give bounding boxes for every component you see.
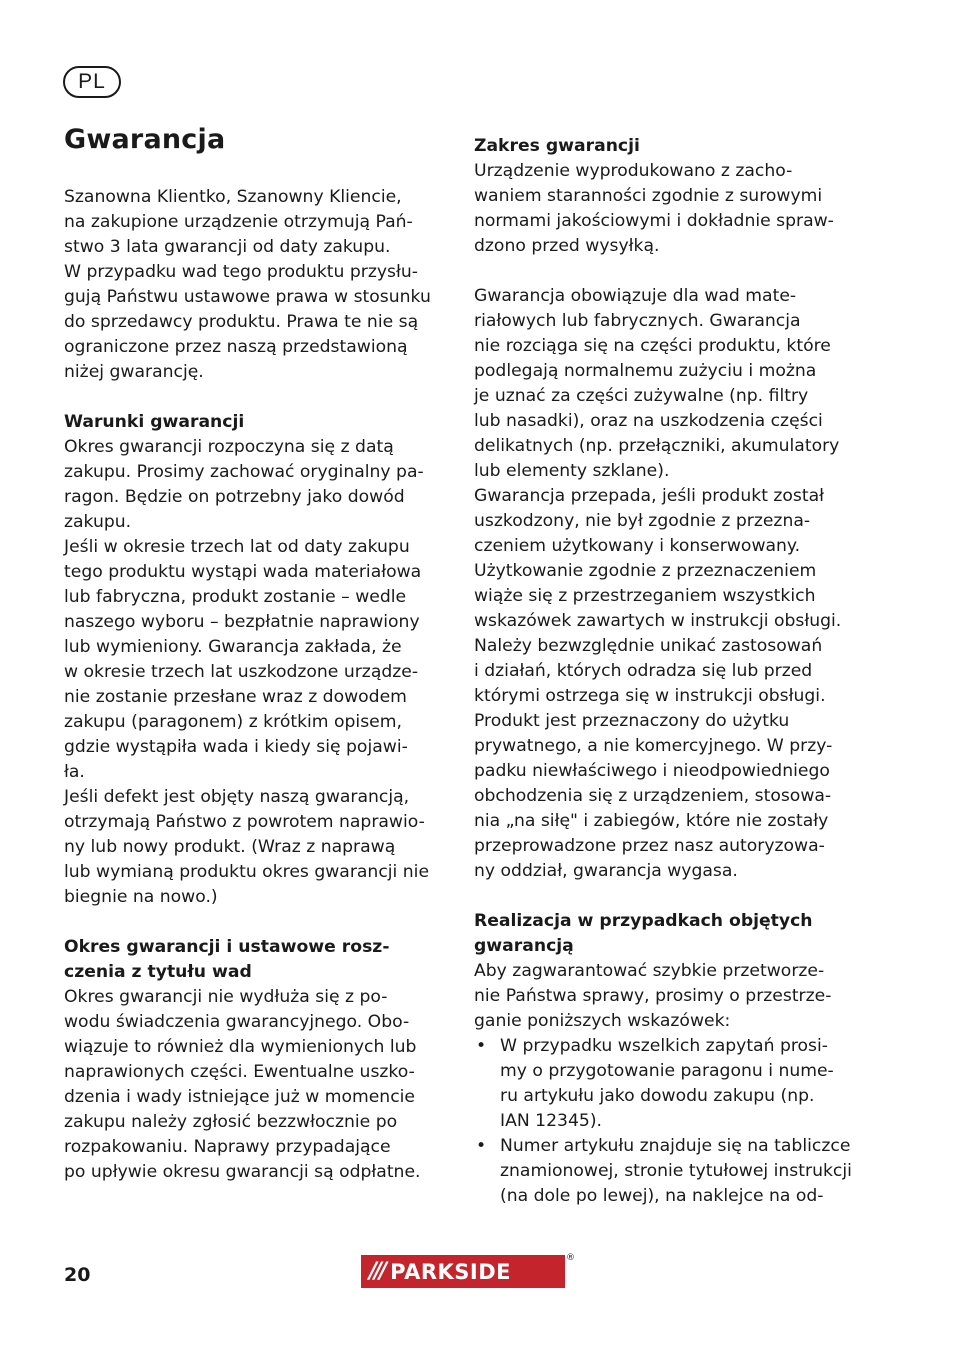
section-heading: Zakres gwarancji <box>474 136 640 156</box>
paragraph-gap <box>474 259 864 284</box>
text-line: lub nasadki), oraz na uszkodzenia części <box>474 411 823 431</box>
bullet-line <box>474 1059 864 1084</box>
section-heading: Okres gwarancji i ustawowe rosz- <box>64 937 390 957</box>
text-line: nia „na siłę" i zabiegów, które nie zostały <box>474 811 829 831</box>
text-line: zakupu. Prosimy zachować oryginalny pa- <box>64 462 424 482</box>
text-line: normami jakościowymi i dokładnie spraw- <box>474 211 834 231</box>
text-line: zakupu należy zgłosić bezzwłocznie po <box>64 1112 398 1132</box>
bullet-text: Numer artykułu znajduje się na tabliczce <box>500 1136 851 1156</box>
left-column <box>64 185 449 1185</box>
bullet-mark: • <box>476 1136 487 1156</box>
text-line: biegnie na nowo.) <box>64 887 218 907</box>
text-line: zakupu (paragonem) z krótkim opisem, <box>64 712 402 732</box>
text-line: przeprowadzone przez nasz autoryzowa- <box>474 836 825 856</box>
text-line: Należy bezwzględnie unikać zastosowań <box>474 636 823 656</box>
text-line: Okres gwarancji nie wydłuża się z po- <box>64 987 388 1007</box>
paragraph-gap <box>474 884 864 909</box>
text-line: Szanowna Klientko, Szanowny Kliencie, <box>64 187 402 207</box>
bullet-text: znamionowej, stronie tytułowej instrukcji <box>500 1161 852 1181</box>
text-line: Produkt jest przeznaczony do użytku <box>474 711 790 731</box>
text-line: ragon. Będzie on potrzebny jako dowód <box>64 487 405 507</box>
language-code: PL <box>78 70 106 93</box>
page-number: 20 <box>64 1264 91 1286</box>
text-line: Gwarancja przepada, jeśli produkt został <box>474 486 825 506</box>
bullet-line <box>474 1109 864 1134</box>
text-line: Aby zagwarantować szybkie przetworze- <box>474 961 825 981</box>
text-line: czeniem użytkowany i konserwowany. <box>474 536 801 556</box>
text-line: wodu świadczenia gwarancyjnego. Obo- <box>64 1012 410 1032</box>
bullet-text: (na dole po lewej), na naklejce na od- <box>500 1186 824 1206</box>
text-line: nie zostanie przesłane wraz z dowodem <box>64 687 407 707</box>
language-badge <box>63 66 121 98</box>
section-heading: Warunki gwarancji <box>64 412 245 432</box>
paragraph-gap <box>64 385 449 410</box>
text-line: lub wymianą produktu okres gwarancji nie <box>64 862 430 882</box>
text-line: po upływie okresu gwarancji są odpłatne. <box>64 1162 421 1182</box>
text-line: prywatnego, a nie komercyjnego. W przy- <box>474 736 833 756</box>
bullet-text: IAN 12345). <box>500 1111 602 1131</box>
text-line: W przypadku wad tego produktu przysłu- <box>64 262 418 282</box>
text-line: dzono przed wysyłką. <box>474 236 660 256</box>
text-line: naprawionych części. Ewentualne uszko- <box>64 1062 415 1082</box>
text-line: lub fabryczna, produkt zostanie – wedle <box>64 587 407 607</box>
text-line: nie rozciąga się na części produktu, które <box>474 336 831 356</box>
text-line: otrzymają Państwo z powrotem naprawio- <box>64 812 425 832</box>
right-column <box>474 134 864 1209</box>
text-line: naszego wyboru – bezpłatnie naprawiony <box>64 612 420 632</box>
text-line: tego produktu wystąpi wada materiałowa <box>64 562 422 582</box>
text-line: do sprzedawcy produktu. Prawa te nie są <box>64 312 419 332</box>
section-heading: Realizacja w przypadkach objętych <box>474 911 813 931</box>
text-line: padku niewłaściwego i nieodpowiedniego <box>474 761 830 781</box>
text-line: gdzie wystąpiła wada i kiedy się pojawi- <box>64 737 408 757</box>
text-line: obchodzenia się z urządzeniem, stosowa- <box>474 786 832 806</box>
text-line: nie Państwa sprawy, prosimy o przestrze- <box>474 986 832 1006</box>
text-line: w okresie trzech lat uszkodzone urządze- <box>64 662 419 682</box>
text-line: waniem staranności zgodnie z surowymi <box>474 186 823 206</box>
bullet-mark: • <box>476 1036 487 1056</box>
text-line: dzenia i wady istniejące już w momencie <box>64 1087 415 1107</box>
text-line: Okres gwarancji rozpoczyna się z datą <box>64 437 394 457</box>
text-line: gują Państwu ustawowe prawa w stosunku <box>64 287 431 307</box>
text-line: ła. <box>64 762 85 782</box>
section-heading: gwarancją <box>474 936 574 956</box>
bullet-text: ru artykułu jako dowodu zakupu (np. <box>500 1086 815 1106</box>
text-line: niżej gwarancję. <box>64 362 204 382</box>
text-line: ganie poniższych wskazówek: <box>474 1011 731 1031</box>
text-line: podlegają normalnemu zużyciu i można <box>474 361 817 381</box>
text-line: i działań, których odradza się lub przed <box>474 661 813 681</box>
bullet-line <box>474 1034 864 1059</box>
text-line: Użytkowanie zgodnie z przeznaczeniem <box>474 561 817 581</box>
text-line: rozpakowaniu. Naprawy przypadające <box>64 1137 391 1157</box>
text-line: uszkodzony, nie był zgodnie z przezna- <box>474 511 811 531</box>
text-line: Jeśli w okresie trzech lat od daty zakupu <box>64 537 410 557</box>
text-line: lub wymieniony. Gwarancja zakłada, że <box>64 637 402 657</box>
text-line: którymi ostrzega się w instrukcji obsługi. <box>474 686 826 706</box>
text-line: na zakupione urządzenie otrzymują Pań- <box>64 212 413 232</box>
text-line: wiąże się z przestrzeganiem wszystkich <box>474 586 816 606</box>
text-line: zakupu. <box>64 512 132 532</box>
text-line: ny oddział, gwarancja wygasa. <box>474 861 738 881</box>
logo-slashes: /// <box>369 1259 385 1284</box>
parkside-logo <box>361 1253 575 1288</box>
text-line: stwo 3 lata gwarancji od daty zakupu. <box>64 237 391 257</box>
text-line: je uznać za części zużywalne (np. filtry <box>474 386 809 406</box>
text-line: Gwarancja obowiązuje dla wad mate- <box>474 286 797 306</box>
text-line: riałowych lub fabrycznych. Gwarancja <box>474 311 801 331</box>
page-title: Gwarancja <box>64 124 226 155</box>
bullet-line <box>474 1184 864 1209</box>
paragraph-gap <box>64 910 449 935</box>
text-line: lub elementy szklane). <box>474 461 670 481</box>
bullet-line <box>474 1159 864 1184</box>
text-line: Urządzenie wyprodukowano z zacho- <box>474 161 793 181</box>
section-heading: czenia z tytułu wad <box>64 962 252 982</box>
logo-brand-name: PARKSIDE <box>390 1259 511 1284</box>
text-line: wskazówek zawartych w instrukcji obsługi. <box>474 611 842 631</box>
bullet-text: W przypadku wszelkich zapytań prosi- <box>500 1036 828 1056</box>
text-line: Jeśli defekt jest objęty naszą gwarancją, <box>64 787 410 807</box>
text-line: ny lub nowy produkt. (Wraz z naprawą <box>64 837 396 857</box>
registered-mark: ® <box>566 1253 575 1263</box>
bullet-text: my o przygotowanie paragonu i nume- <box>500 1061 834 1081</box>
text-line: delikatnych (np. przełączniki, akumulatory <box>474 436 840 456</box>
bullet-line <box>474 1084 864 1109</box>
bullet-line <box>474 1134 864 1159</box>
text-line: ograniczone przez naszą przedstawioną <box>64 337 408 357</box>
text-line: wiązuje to również dla wymienionych lub <box>64 1037 417 1057</box>
